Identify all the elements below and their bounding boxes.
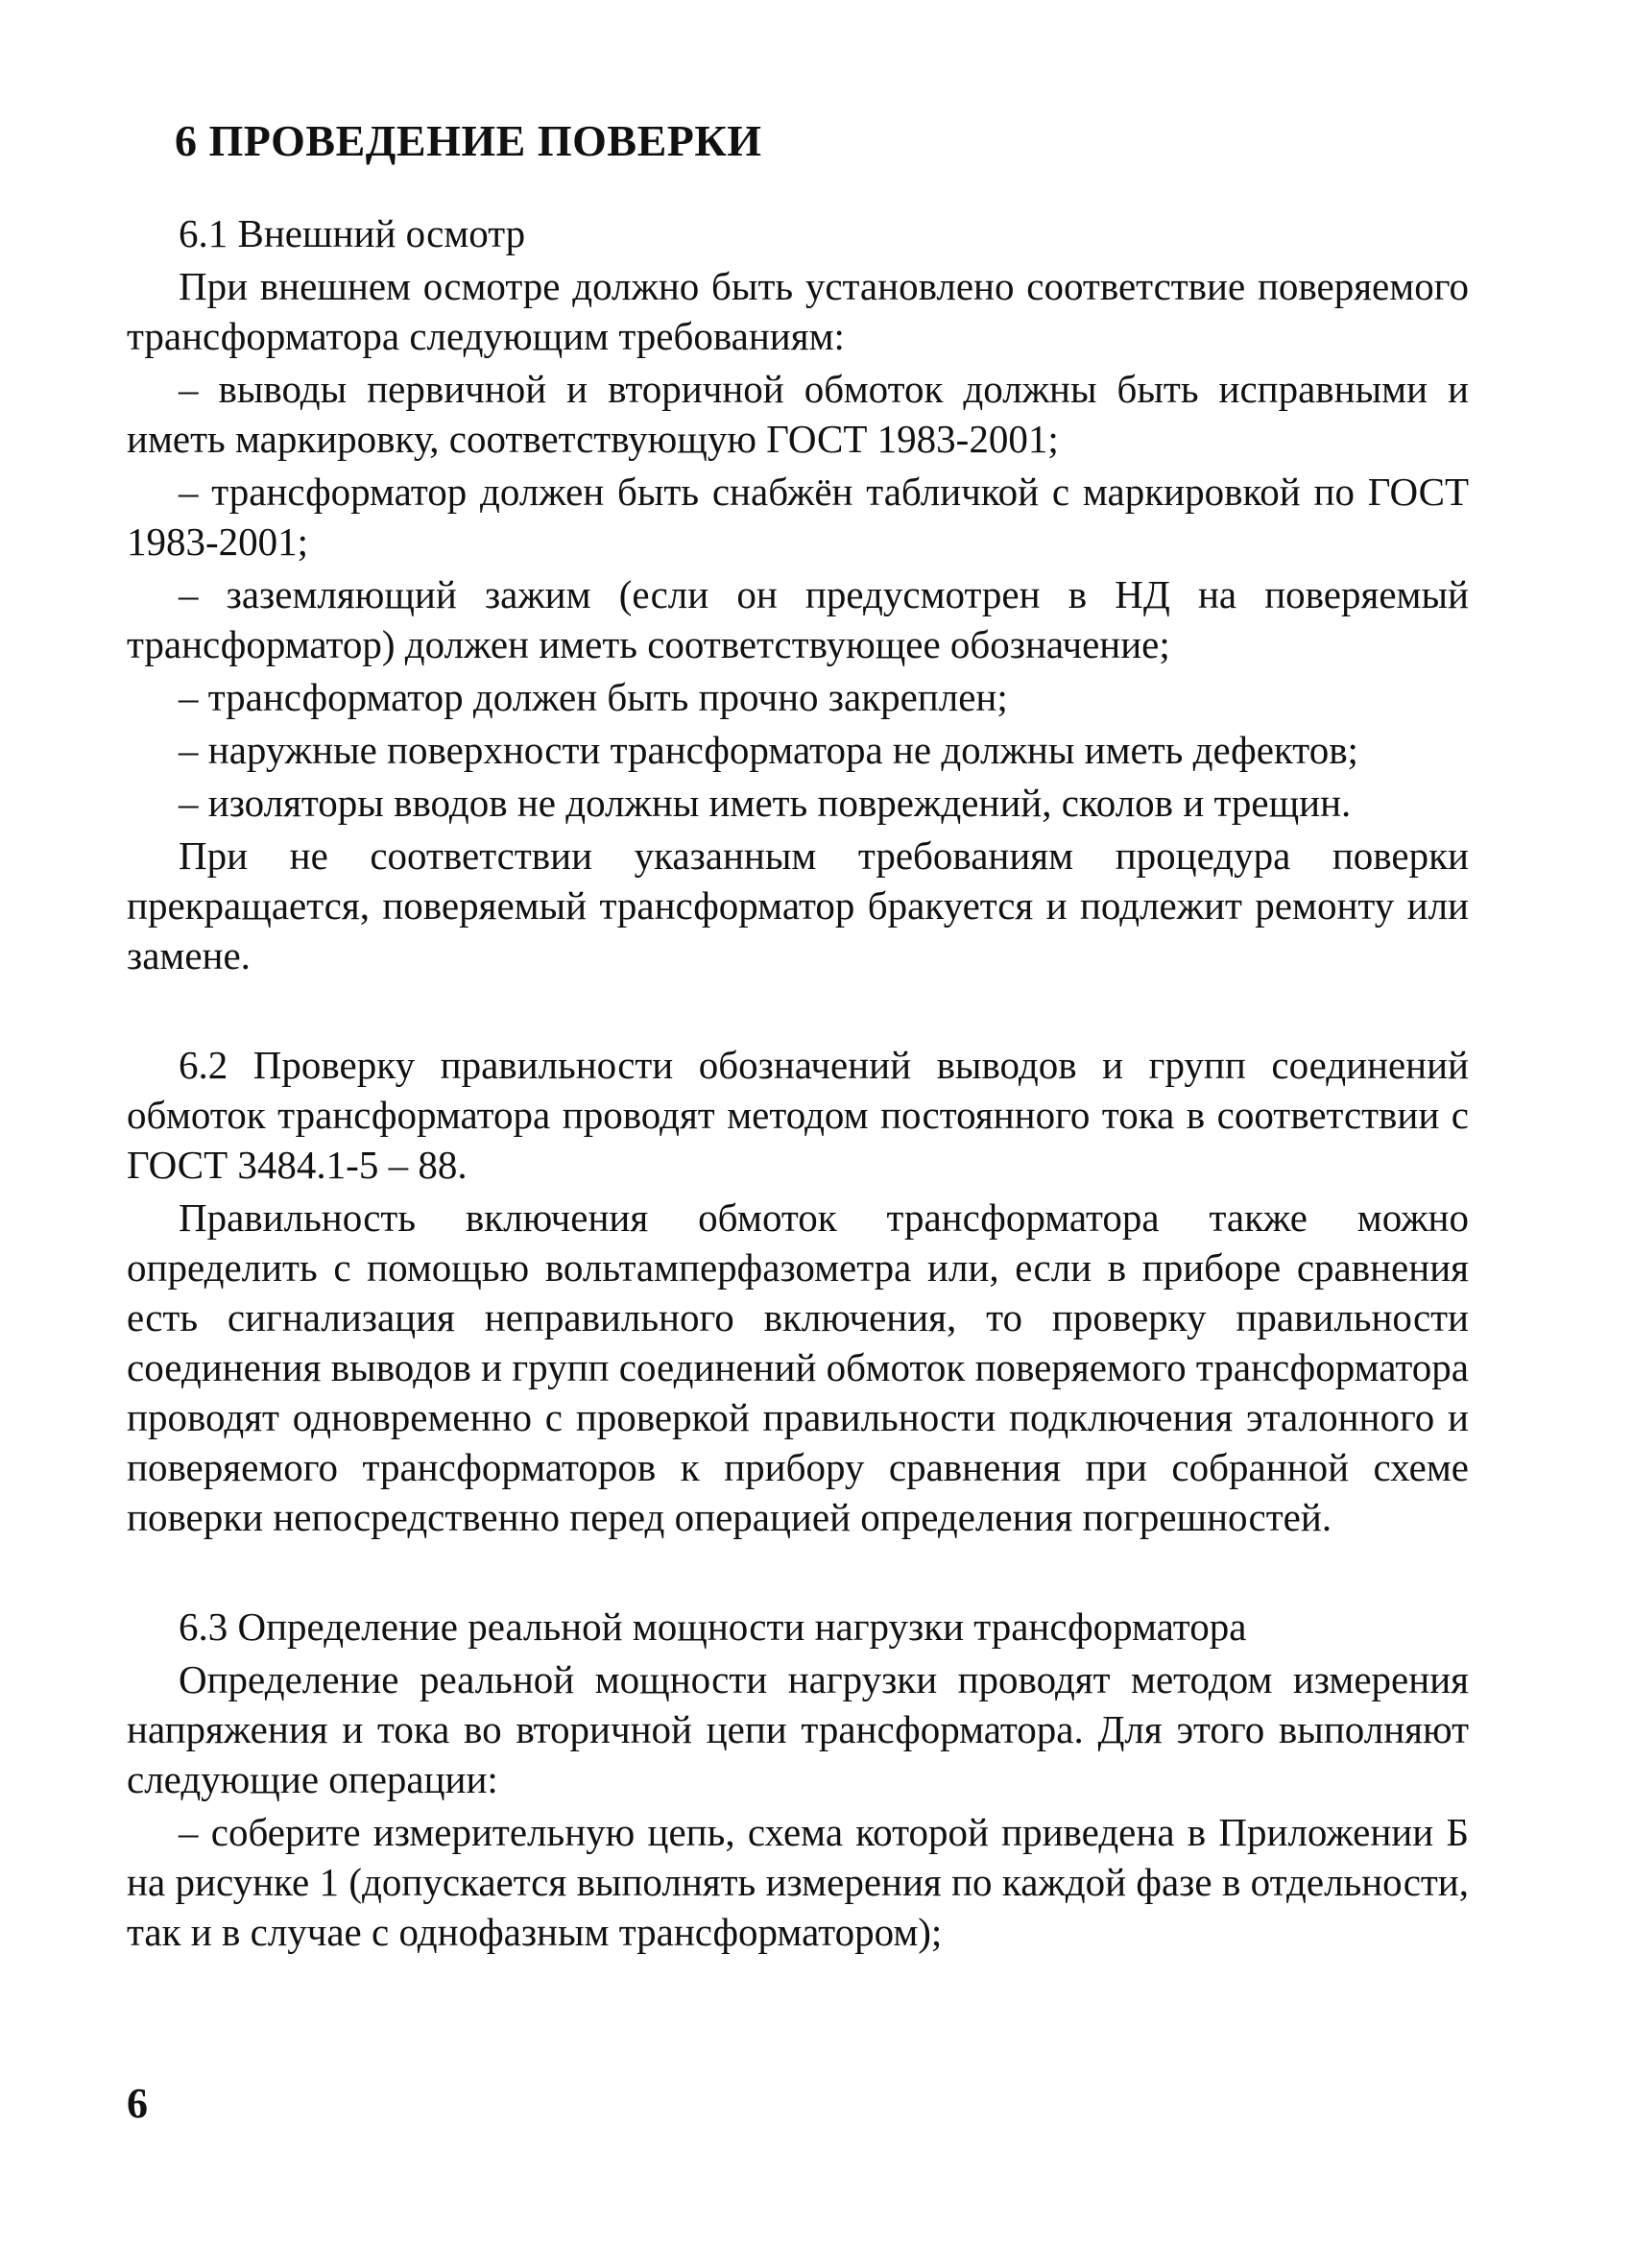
paragraph-6-2-detail: Правильность включения обмоток трансформатора также можно определить с помощью вольтамперфазометра или, если в приборе сравнения есть сигнализация неправильного включения, то проверку правильности соединения выводов и групп соединений обмоток поверяемого трансформатора проводят одновременно с проверкой правильности подключения эталонного и поверяемого трансформаторов к прибору сравнения при собранной схеме поверки непосредственно перед операцией определения погрешностей. — [127, 1195, 1469, 1539]
list-item: – выводы первичной и вторичной обмоток должны быть исправными и иметь маркировку, соответствующую ГОСТ 1983-2001; — [127, 367, 1469, 461]
paragraph-6-2: 6.2 Проверку правильности обозначений выводов и групп соединений обмоток трансформатора проводят методом постоянного тока в соответствии с ГОСТ 3484.1-5 – 88. — [127, 1043, 1469, 1187]
paragraph-6-3-intro: Определение реальной мощности нагрузки проводят методом измерения напряжения и тока во вторичной цепи трансформатора. Для этого выполняют следующие операции: — [127, 1657, 1469, 1801]
list-item: – трансформатор должен быть прочно закреплен; — [179, 675, 1008, 719]
subsection-6-1-title: 6.1 Внешний осмотр — [179, 211, 526, 255]
list-item: – трансформатор должен быть снабжён табличкой с маркировкой по ГОСТ 1983-2001; — [127, 470, 1469, 564]
list-item: – изоляторы вводов не должны иметь повреждений, сколов и трещин. — [179, 781, 1352, 825]
list-item: – наружные поверхности трансформатора не должны иметь дефектов; — [179, 728, 1358, 772]
page-number: 6 — [127, 2080, 148, 2127]
paragraph-6-1-conclusion: При не соответствии указанным требованиям процедура поверки прекращается, поверяемый трансформатор бракуется и подлежит ремонту или замене. — [127, 833, 1469, 977]
list-item: – заземляющий зажим (если он предусмотрен в НД на поверяемый трансформатор) должен иметь соответствующее обозначение; — [127, 572, 1469, 666]
list-item: – соберите измерительную цепь, схема которой приведена в Приложении Б на рисунке 1 (допускается выполнять измерения по каждой фазе в отдельности, так и в случае с однофазным трансформатором); — [127, 1810, 1469, 1954]
subsection-6-3-title: 6.3 Определение реальной мощности нагрузки трансформатора — [179, 1604, 1247, 1649]
document-page — [127, 115, 1469, 1960]
section-heading: 6 ПРОВЕДЕНИЕ ПОВЕРКИ — [175, 116, 762, 165]
paragraph-6-1-intro: При внешнем осмотре должно быть установлено соответствие поверяемого трансформатора следующим требованиям: — [127, 264, 1469, 358]
